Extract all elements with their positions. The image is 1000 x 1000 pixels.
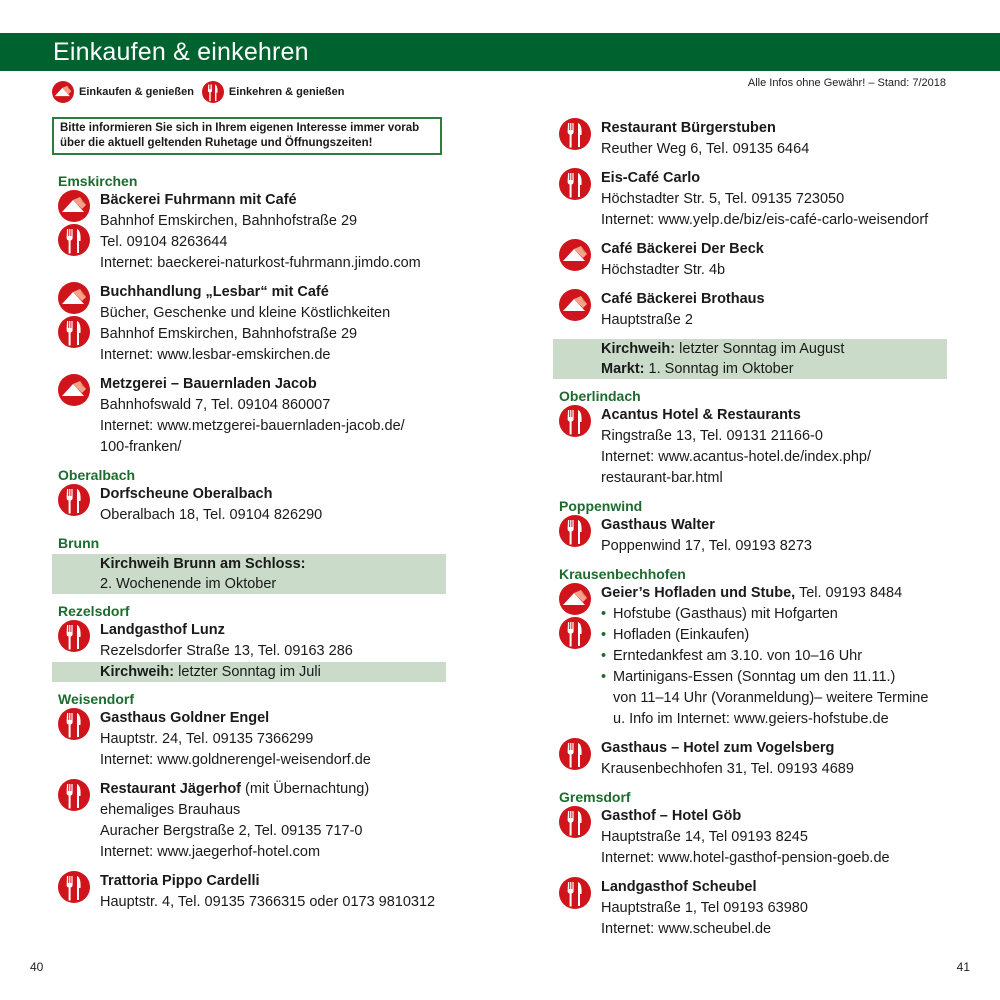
listing-name: Café Bäckerei Brothaus	[601, 291, 765, 307]
town-heading: Weisendorf	[58, 691, 134, 707]
shopping-icon	[559, 239, 591, 271]
listing-line: Hauptstr. 24, Tel. 09135 7366299	[100, 731, 314, 747]
legend-label: Einkehren & genießen	[228, 86, 345, 98]
dining-icon	[58, 224, 90, 256]
legend-item-shopping	[52, 81, 194, 103]
dining-icon	[559, 168, 591, 200]
listing	[52, 190, 452, 274]
listing-line: Hauptstraße 1, Tel 09193 63980	[601, 900, 808, 916]
event-label: Markt:	[601, 361, 645, 377]
event-box	[553, 339, 947, 379]
listing	[52, 708, 452, 771]
listing-line: Bahnhof Emskirchen, Bahnhofstraße 29	[100, 213, 358, 229]
shopping-icon	[559, 583, 591, 615]
listing	[553, 515, 953, 557]
listing-line: Auracher Bergstraße 2, Tel. 09135 717-0	[100, 823, 363, 839]
listing	[553, 118, 953, 160]
listing	[553, 877, 953, 940]
listing	[52, 282, 452, 366]
dining-icon	[559, 515, 591, 547]
listing	[52, 484, 452, 526]
legend-item-dining	[202, 81, 345, 103]
listing-website[interactable]: Internet: www.lesbar-emskirchen.de	[100, 347, 331, 363]
listing-line: Hauptstraße 14, Tel 09193 8245	[601, 829, 808, 845]
shopping-icon	[52, 81, 74, 103]
town-heading: Krausenbechhofen	[559, 566, 686, 582]
dining-icon	[58, 708, 90, 740]
listing-name: Geier’s Hofladen und Stube,	[601, 585, 796, 601]
feature-item: • Hofladen (Einkaufen)	[601, 625, 953, 646]
feature-list	[601, 604, 953, 688]
listing-website[interactable]: 100-franken/	[100, 439, 182, 455]
listing	[52, 779, 452, 863]
listing-line: Hauptstraße 2	[601, 312, 693, 328]
listing	[553, 239, 953, 281]
listing-name: Gasthaus Walter	[601, 517, 715, 533]
page-number-right: 41	[956, 960, 970, 974]
shopping-icon	[58, 190, 90, 222]
listing	[52, 620, 452, 662]
listing-line: Bahnhofswald 7, Tel. 09104 860007	[100, 397, 331, 413]
town-heading: Poppenwind	[559, 498, 643, 514]
dining-icon	[559, 617, 591, 649]
listing-line: Krausenbechhofen 31, Tel. 09193 4689	[601, 761, 854, 777]
listing	[52, 374, 452, 458]
town-heading: Gremsdorf	[559, 789, 631, 805]
listing-name: Eis-Café Carlo	[601, 170, 701, 186]
listing-name: Buchhandlung „Lesbar“ mit Café	[100, 284, 329, 300]
disclaimer: Alle Infos ohne Gewähr! – Stand: 7/2018	[747, 77, 946, 89]
town-heading: Rezelsdorf	[58, 603, 130, 619]
listing-line: Reuther Weg 6, Tel. 09135 6464	[601, 141, 810, 157]
listing-name: Dorfscheune Oberalbach	[100, 486, 273, 502]
dining-icon	[58, 779, 90, 811]
town-heading: Brunn	[58, 535, 100, 551]
listing	[553, 583, 953, 730]
town-heading: Oberlindach	[559, 388, 641, 404]
shopping-icon	[58, 374, 90, 406]
event-box	[52, 662, 446, 682]
listing-website[interactable]: restaurant-bar.html	[601, 470, 723, 486]
listing-name: Metzgerei – Bauernladen Jacob	[100, 376, 317, 392]
legend-label: Einkaufen & genießen	[79, 86, 194, 98]
listing-name: Café Bäckerei Der Beck	[601, 241, 764, 257]
listing-line: ehemaliges Brauhaus	[100, 802, 241, 818]
listing-name: Restaurant Jägerhof	[100, 781, 242, 797]
listing-phone: Tel. 09193 8484	[795, 585, 903, 601]
notice-box	[52, 117, 442, 155]
dining-icon	[58, 620, 90, 652]
listing-website[interactable]: Internet: www.hotel-gasthof-pension-goeb.de	[601, 850, 890, 866]
listing-website[interactable]: Internet: www.jaegerhof-hotel.com	[100, 844, 321, 860]
listing-name: Bäckerei Fuhrmann mit Café	[100, 192, 297, 208]
listing-website[interactable]: Internet: www.metzgerei-bauernladen-jacob.de/	[100, 418, 405, 434]
listing	[553, 738, 953, 780]
listing-name: Landgasthof Lunz	[100, 622, 225, 638]
dining-icon	[559, 877, 591, 909]
listing-line: von 11–14 Uhr (Voranmeldung)– weitere Termine	[613, 690, 929, 706]
listing-website[interactable]: Internet: www.acantus-hotel.de/index.php/	[601, 449, 872, 465]
event-text: letzter Sonntag im Juli	[174, 664, 321, 680]
dining-icon	[58, 871, 90, 903]
notice-line: Bitte informieren Sie sich in Ihrem eigenen Interesse immer vorab	[60, 122, 420, 134]
listing-line: Hauptstr. 4, Tel. 09135 7366315 oder 0173 9810312	[100, 894, 436, 910]
listing-line: Oberalbach 18, Tel. 09104 826290	[100, 507, 323, 523]
dining-icon	[58, 316, 90, 348]
dining-icon	[202, 81, 224, 103]
listing-line: Rezelsdorfer Straße 13, Tel. 09163 286	[100, 643, 353, 659]
left-column	[52, 168, 452, 921]
event-text: letzter Sonntag im August	[675, 341, 845, 357]
town-heading: Emskirchen	[58, 173, 138, 189]
page-number-left: 40	[30, 960, 44, 974]
listing-line: Höchstadter Str. 5, Tel. 09135 723050	[601, 191, 845, 207]
listing-name: Trattoria Pippo Cardelli	[100, 873, 260, 889]
dining-icon	[559, 806, 591, 838]
notice-line: über die aktuell geltenden Ruhetage und Öffnungszeiten!	[60, 137, 373, 149]
town-heading: Oberalbach	[58, 467, 136, 483]
listing-line: Bücher, Geschenke und kleine Köstlichkeiten	[100, 305, 391, 321]
listing-note: (mit Übernachtung)	[241, 781, 370, 797]
dining-icon	[58, 484, 90, 516]
listing	[553, 405, 953, 489]
listing-name: Gasthaus Goldner Engel	[100, 710, 270, 726]
listing	[52, 871, 452, 913]
listing-line: Höchstadter Str. 4b	[601, 262, 726, 278]
event-label: Kirchweih:	[601, 341, 676, 357]
legend	[52, 81, 352, 103]
dining-icon	[559, 118, 591, 150]
listing	[553, 806, 953, 869]
event-text: 2. Wochenende im Oktober	[100, 576, 277, 592]
right-column	[553, 118, 953, 948]
dining-icon	[559, 405, 591, 437]
dining-icon	[559, 738, 591, 770]
listing-name: Gasthof – Hotel Göb	[601, 808, 742, 824]
shopping-icon	[58, 282, 90, 314]
page-title: Einkaufen & einkehren	[53, 38, 309, 66]
feature-item: • Erntedankfest am 3.10. von 10–16 Uhr	[601, 646, 953, 667]
event-text: 1. Sonntag im Oktober	[644, 361, 794, 377]
listing-line: Ringstraße 13, Tel. 09131 21166-0	[601, 428, 823, 444]
listing-website[interactable]: Internet: www.goldnerengel-weisendorf.de	[100, 752, 371, 768]
listing-website[interactable]: Internet: www.scheubel.de	[601, 921, 772, 937]
feature-item: • Hofstube (Gasthaus) mit Hofgarten	[601, 604, 953, 625]
listing-line: Tel. 09104 8263644	[100, 234, 228, 250]
listing-website[interactable]: Internet: www.yelp.de/biz/eis-café-carlo-weisendorf	[601, 212, 929, 228]
event-box	[52, 554, 446, 594]
listing-name: Landgasthof Scheubel	[601, 879, 757, 895]
listing-website[interactable]: Internet: baeckerei-naturkost-fuhrmann.jimdo.com	[100, 255, 421, 271]
listing-name: Gasthaus – Hotel zum Vogelsberg	[601, 740, 835, 756]
listing-line: Bahnhof Emskirchen, Bahnhofstraße 29	[100, 326, 358, 342]
listing-name: Acantus Hotel & Restaurants	[601, 407, 801, 423]
event-label: Kirchweih Brunn am Schloss:	[100, 556, 306, 572]
listing	[553, 289, 953, 331]
shopping-icon	[559, 289, 591, 321]
listing	[553, 168, 953, 231]
event-label: Kirchweih:	[100, 664, 175, 680]
feature-item: • Martinigans-Essen (Sonntag um den 11.11.)	[601, 667, 953, 688]
listing-name: Restaurant Bürgerstuben	[601, 120, 776, 136]
listing-line: u. Info im Internet: www.geiers-hofstube.de	[613, 711, 889, 727]
listing-line: Poppenwind 17, Tel. 09193 8273	[601, 538, 812, 554]
